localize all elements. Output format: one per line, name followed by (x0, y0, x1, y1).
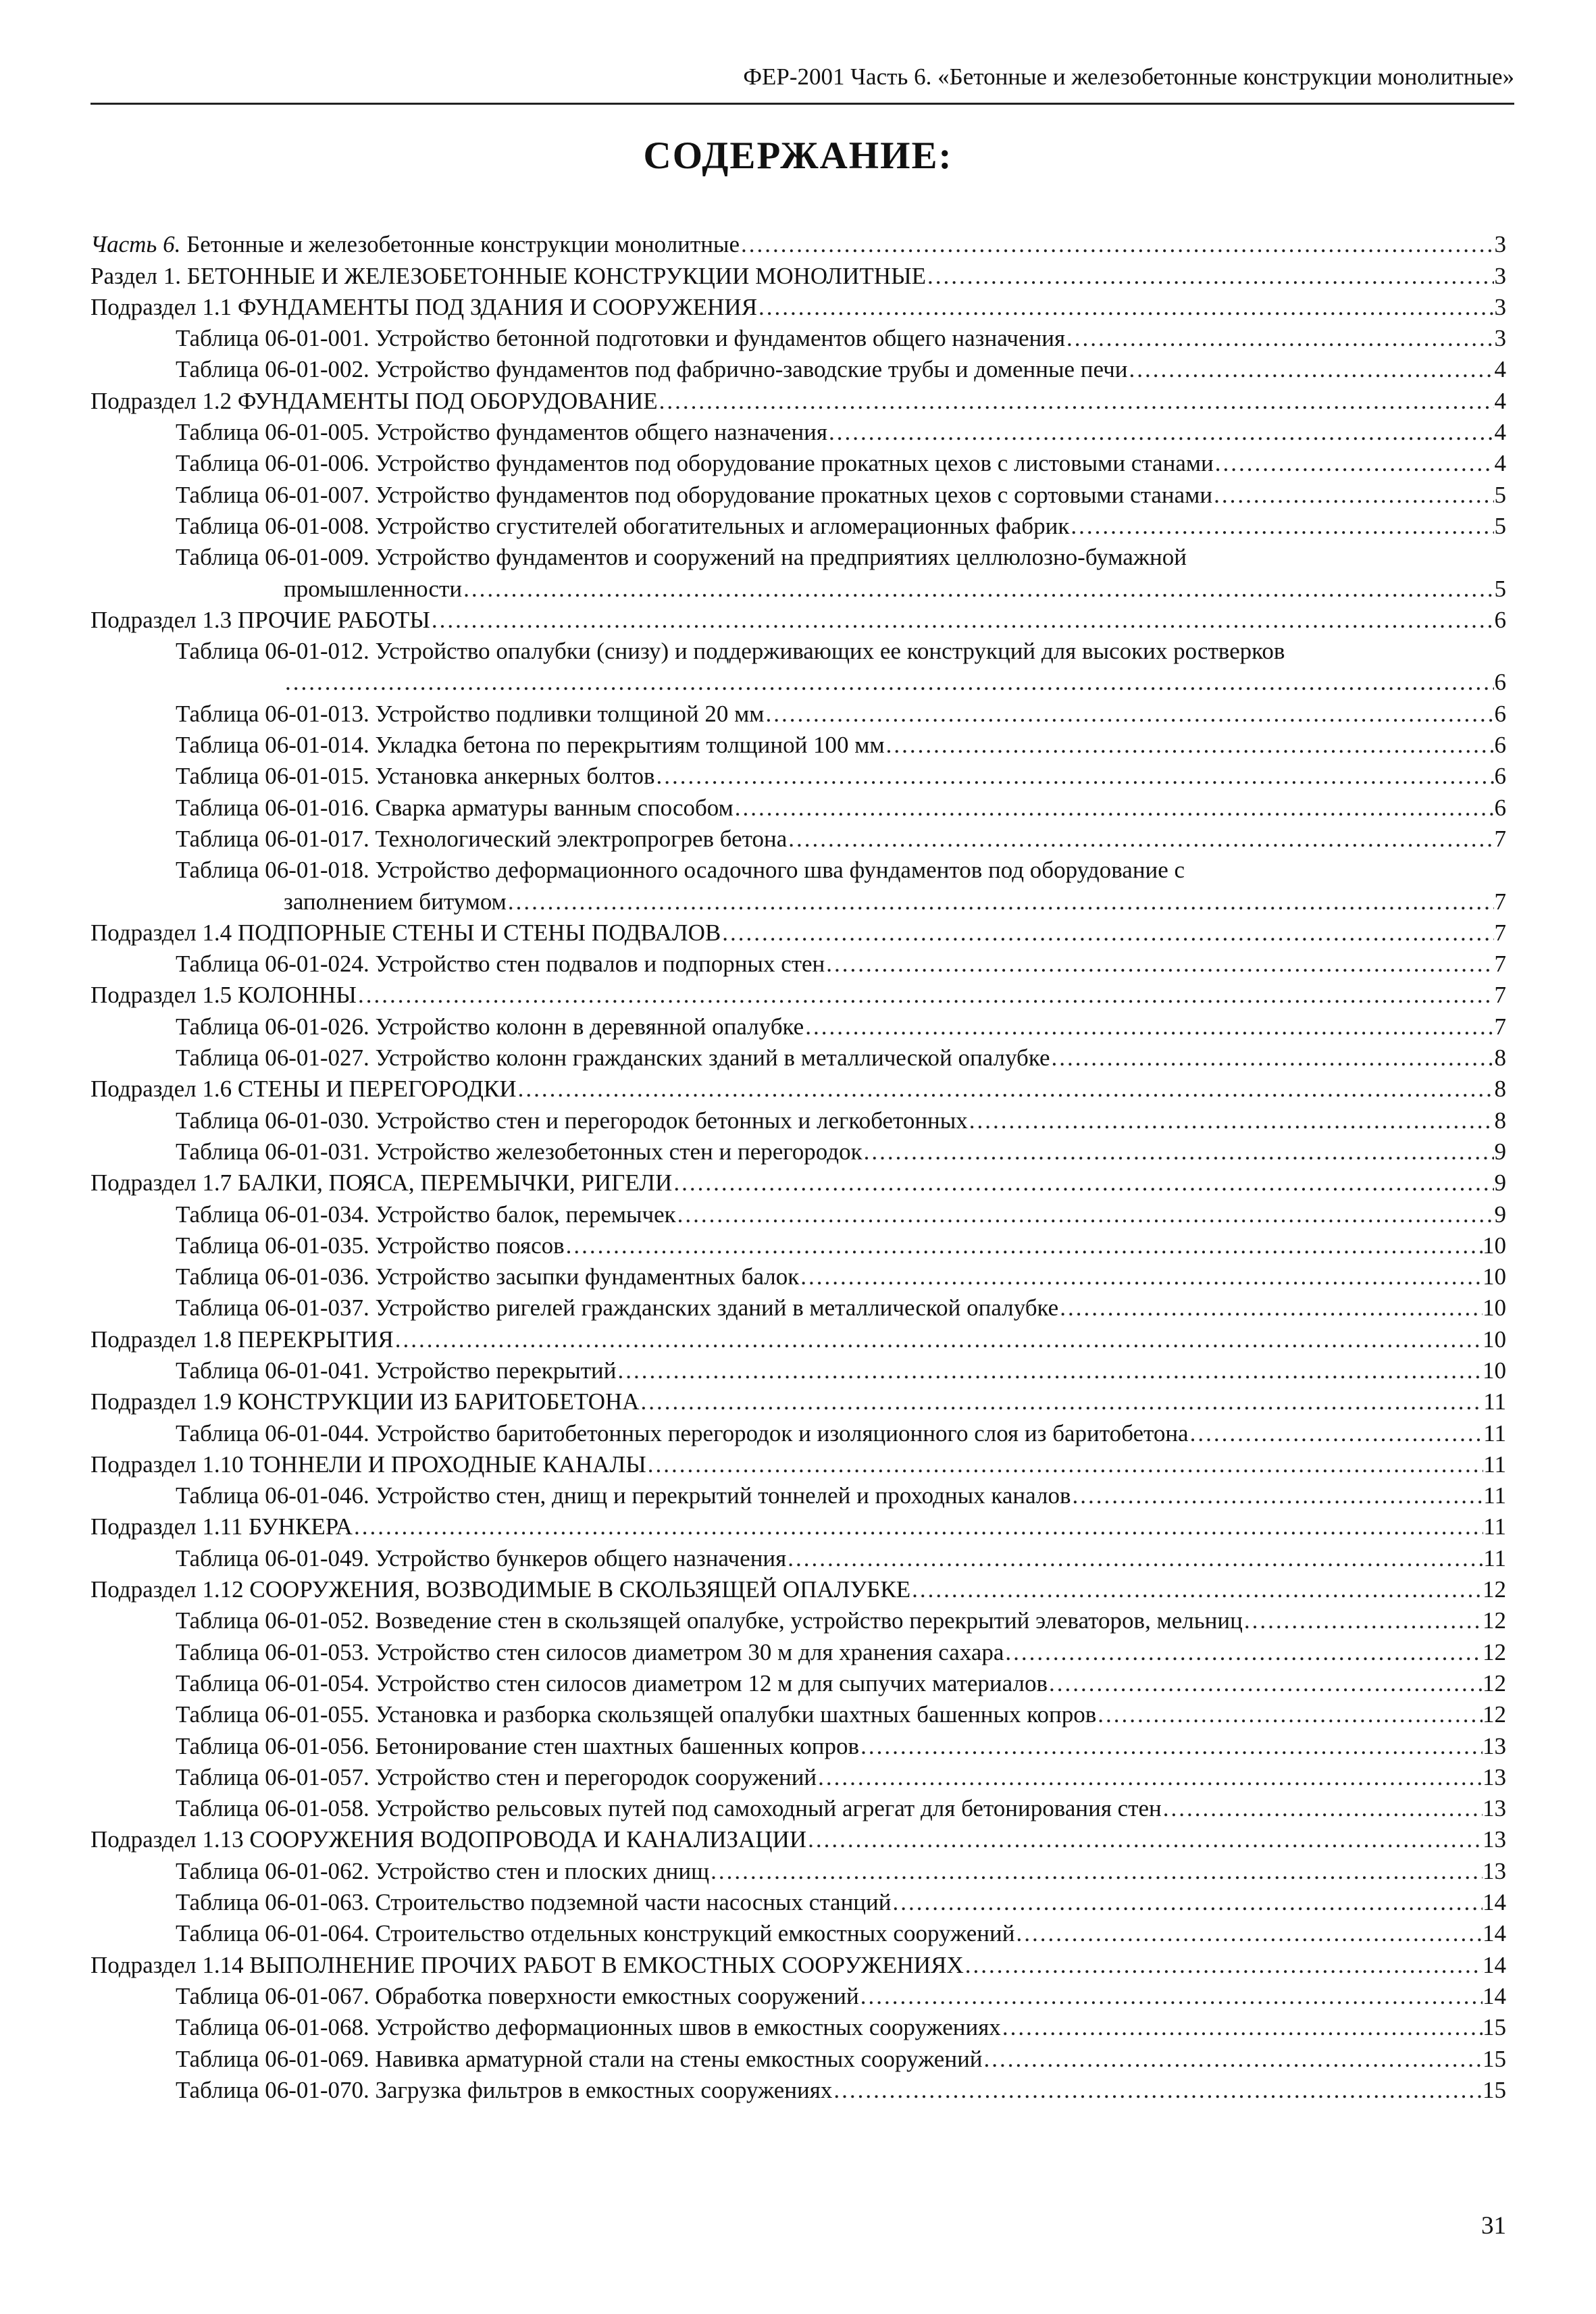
toc-entry-page: 9 (1494, 1138, 1506, 1165)
toc-leader-dots (733, 795, 1494, 822)
toc-leader-dots (507, 888, 1494, 915)
toc-leader-dots (827, 419, 1494, 446)
toc-entry-table[interactable] (91, 1540, 1506, 1571)
toc-entry-page: 6 (1494, 763, 1506, 790)
toc-entry-subsection[interactable] (91, 603, 1506, 634)
toc-entry-table[interactable] (91, 1478, 1506, 1509)
toc-leader-dots (799, 1263, 1483, 1290)
toc-leader-dots (764, 701, 1494, 728)
toc-entry-page: 11 (1483, 1513, 1506, 1540)
toc-entry-subsection[interactable] (91, 1165, 1506, 1197)
toc-entry-page: 7 (1494, 919, 1506, 946)
toc-leader-dots (1128, 356, 1494, 383)
toc-leader-dots (859, 1983, 1483, 2010)
toc-entry-table[interactable] (91, 1760, 1506, 1791)
toc-leader-dots (1058, 1294, 1483, 1322)
toc-leader-dots (983, 2046, 1483, 2073)
toc-entry-table[interactable] (91, 1979, 1506, 2010)
header-rule (91, 103, 1514, 105)
toc-entry-page: 15 (1483, 2045, 1506, 2072)
toc-entry-label: Таблица 06-01-030. Устройство стен и перегородок бетонных и легкобетонных (176, 1107, 968, 1134)
toc-entry-label: Таблица 06-01-056. Бетонирование стен шахтных башенных копров (176, 1732, 860, 1759)
toc-entry-label: Подраздел 1.3 ПРОЧИЕ РАБОТЫ (91, 606, 430, 633)
toc-entry-label: Таблица 06-01-053. Устройство стен силосов диаметром 30 м для хранения сахара (176, 1638, 1004, 1665)
toc-leader-dots (910, 1576, 1483, 1603)
toc-entry-label: Подраздел 1.12 СООРУЖЕНИЯ, ВОЗВОДИМЫЕ В СКОЛЬЗЯЩЕЙ ОПАЛУБКЕ (91, 1576, 911, 1603)
toc-entry-page: 10 (1483, 1232, 1506, 1259)
toc-entry-label: Таблица 06-01-055. Установка и разборка скользящей опалубки шахтных башенных копров (176, 1701, 1097, 1728)
toc-entry-page: 6 (1494, 606, 1506, 633)
toc-entry-label: Таблица 06-01-054. Устройство стен силосов диаметром 12 м для сыпучих материалов (176, 1669, 1048, 1696)
toc-entry-page: 11 (1483, 1451, 1506, 1478)
toc-leader-dots (1162, 1795, 1483, 1822)
toc-entry-table[interactable] (91, 477, 1506, 508)
toc-entry-label: Раздел 1. БЕТОННЫЕ И ЖЕЛЕЗОБЕТОННЫЕ КОНСТРУКЦИИ МОНОЛИТНЫЕ (91, 262, 926, 289)
toc-entry-table[interactable] (91, 321, 1506, 352)
toc-entry-table[interactable] (91, 1666, 1506, 1697)
toc-entry-page: 11 (1483, 1388, 1506, 1415)
toc-entry-subsection[interactable] (91, 1384, 1506, 1415)
toc-entry-label: Подраздел 1.7 БАЛКИ, ПОЯСА, ПЕРЕМЫЧКИ, РИГЕЛИ (91, 1169, 673, 1197)
toc-entry-label: Таблица 06-01-014. Укладка бетона по перекрытиям толщиной 100 мм (176, 732, 885, 759)
toc-leader-dots (1004, 1639, 1483, 1666)
toc-leader-dots (892, 1889, 1483, 1916)
toc-entry-label: Таблица 06-01-049. Устройство бункеров общего назначения (176, 1544, 787, 1571)
toc-leader-dots (617, 1357, 1483, 1384)
toc-entry-label: Таблица 06-01-062. Устройство стен и плоских днищ (176, 1857, 710, 1884)
toc-entry-table[interactable] (91, 1603, 1506, 1634)
toc-leader-dots (430, 607, 1494, 634)
toc-entry-label: Таблица 06-01-052. Возведение стен в скользящей опалубке, устройство перекрытий элеваторов, мельниц (176, 1607, 1243, 1634)
toc-entry-page: 8 (1494, 1107, 1506, 1134)
toc-entry-page: 5 (1494, 512, 1506, 539)
toc-leader-dots (1212, 482, 1494, 509)
toc-entry-subsection[interactable] (91, 1509, 1506, 1540)
toc-entry-page: 3 (1494, 293, 1506, 320)
toc-leader-dots (968, 1107, 1494, 1134)
toc-entry-label: Таблица 06-01-031. Устройство железобетонных стен и перегородок (176, 1138, 863, 1165)
toc-entry-page: 13 (1483, 1763, 1506, 1790)
toc-leader-dots (353, 1513, 1483, 1540)
toc-leader-dots (1214, 450, 1494, 477)
toc-entry-table[interactable] (91, 2010, 1506, 2041)
toc-entry-page: 11 (1483, 1544, 1506, 1571)
toc-leader-dots (1001, 2014, 1483, 2041)
toc-entry-subsection[interactable] (91, 1447, 1506, 1478)
toc-entry-label: Таблица 06-01-036. Устройство засыпки фундаментных балок (176, 1263, 800, 1290)
toc-leader-dots (757, 294, 1494, 321)
toc-entry-subsection[interactable] (91, 1822, 1506, 1853)
toc-leader-dots (357, 982, 1494, 1009)
toc-entry-label: Таблица 06-01-009. Устройство фундаментов и сооружений на предприятиях целлюлозно-бумажной (176, 544, 1187, 571)
toc-entry-table[interactable] (91, 1885, 1506, 1916)
toc-entry-label: Таблица 06-01-037. Устройство ригелей гражданских зданий в металлической опалубке (176, 1294, 1059, 1322)
toc-leader-dots (817, 1764, 1483, 1791)
toc-entry-label: Таблица 06-01-013. Устройство подливки толщиной 20 мм (176, 700, 765, 727)
toc-leader-dots (284, 669, 1494, 696)
toc-entry-table[interactable] (91, 1228, 1506, 1259)
toc-entry-table[interactable] (91, 1009, 1506, 1040)
toc-entry-label: Подраздел 1.4 ПОДПОРНЫЕ СТЕНЫ И СТЕНЫ ПОДВАЛОВ (91, 919, 721, 946)
toc-leader-dots (640, 1388, 1484, 1415)
toc-entry-page: 14 (1483, 1951, 1506, 1978)
toc-entry-page: 11 (1483, 1419, 1506, 1447)
toc-entry-label: Подраздел 1.14 ВЫПОЛНЕНИЕ ПРОЧИХ РАБОТ В ЕМКОСТНЫХ СООРУЖЕНИЯХ (91, 1951, 964, 1978)
toc-entry-label: Подраздел 1.10 ТОННЕЛИ И ПРОХОДНЫЕ КАНАЛЫ (91, 1451, 646, 1478)
toc-entry-label: Таблица 06-01-012. Устройство опалубки (снизу) и поддерживающих ее конструкций для высоких ростверков (176, 638, 1285, 665)
toc-entry-page: 10 (1483, 1357, 1506, 1384)
toc-entry-label: Таблица 06-01-017. Технологический электропрогрев бетона (176, 825, 788, 852)
toc-entry-page: 3 (1494, 262, 1506, 289)
toc-entry-page: 7 (1494, 888, 1506, 915)
toc-entry-page: 7 (1494, 982, 1506, 1009)
toc-entry-table[interactable] (91, 822, 1506, 853)
toc-entry-page: 13 (1483, 1732, 1506, 1759)
toc-leader-dots (1014, 1920, 1483, 1947)
toc-entry-table[interactable] (91, 1103, 1506, 1134)
toc-leader-dots (740, 231, 1494, 258)
toc-leader-dots (721, 920, 1494, 947)
page-title: СОДЕРЖАНИЕ: (643, 134, 953, 177)
toc-entry-label: Таблица 06-01-001. Устройство бетонной подготовки и фундаментов общего назначения (176, 325, 1066, 352)
toc-entry-page: 4 (1494, 450, 1506, 477)
toc-entry-page: 5 (1494, 481, 1506, 508)
toc-leader-dots (672, 1169, 1494, 1197)
toc-leader-dots (517, 1076, 1494, 1103)
toc-leader-dots (676, 1201, 1494, 1228)
toc-entry-label: Подраздел 1.5 КОЛОННЫ (91, 982, 357, 1009)
toc-entry-table[interactable] (91, 1040, 1506, 1072)
toc-leader-dots (1096, 1701, 1483, 1728)
toc-entry-page: 10 (1483, 1263, 1506, 1290)
toc-entry-label: Таблица 06-01-005. Устройство фундаментов общего назначения (176, 419, 828, 446)
toc-entry-subsection[interactable] (91, 1572, 1506, 1603)
toc-entry-label: Подраздел 1.2 ФУНДАМЕНТЫ ПОД ОБОРУДОВАНИЕ (91, 387, 658, 414)
toc-entry-section[interactable] (91, 258, 1506, 289)
toc-entry-table[interactable] (91, 415, 1506, 446)
toc-leader-dots (394, 1326, 1483, 1353)
toc-leader-dots (964, 1952, 1483, 1979)
toc-entry-subsection[interactable] (91, 1947, 1506, 1978)
toc-leader-dots (859, 1733, 1483, 1760)
toc-entry-page: 6 (1494, 700, 1506, 727)
toc-entry-label: Подраздел 1.13 СООРУЖЕНИЯ ВОДОПРОВОДА И КАНАЛИЗАЦИИ (91, 1826, 807, 1853)
toc-entry-label: Подраздел 1.8 ПЕРЕКРЫТИЯ (91, 1326, 394, 1353)
toc-leader-dots (863, 1138, 1494, 1165)
toc-leader-dots (786, 1545, 1483, 1572)
toc-entry-table[interactable] (91, 1415, 1506, 1447)
toc-leader-dots (1048, 1670, 1483, 1697)
toc-entry-subsection[interactable] (91, 1322, 1506, 1353)
toc-entry-page: 5 (1494, 575, 1506, 602)
toc-leader-dots (462, 576, 1494, 603)
toc-entry-page: 7 (1494, 951, 1506, 978)
toc-leader-dots (787, 826, 1494, 853)
toc-entry-table[interactable] (91, 853, 1506, 915)
toc-entry-page: 3 (1494, 231, 1506, 258)
toc-leader-dots (806, 1826, 1483, 1853)
toc-entry-label: Таблица 06-01-008. Устройство сгустителей обогатительных и агломерационных фабрик (176, 512, 1070, 539)
toc-entry-table[interactable] (91, 2041, 1506, 2072)
toc-entry-label: Таблица 06-01-063. Строительство подземной части насосных станций (176, 1889, 892, 1916)
toc-entry-label: Таблица 06-01-067. Обработка поверхности емкостных сооружений (176, 1982, 859, 2009)
toc-leader-dots (832, 2077, 1483, 2104)
toc-entry-label: Таблица 06-01-070. Загрузка фильтров в емкостных сооружениях (176, 2076, 833, 2103)
toc-entry-page: 9 (1494, 1201, 1506, 1228)
toc-entry-page: 12 (1483, 1638, 1506, 1665)
toc-entry-label: Таблица 06-01-024. Устройство стен подвалов и подпорных стен (176, 951, 825, 978)
toc-entry-table[interactable] (91, 947, 1506, 978)
toc-entry-subsection[interactable] (91, 290, 1506, 321)
toc-entry-page: 14 (1483, 1982, 1506, 2009)
toc-entry-table[interactable] (91, 1697, 1506, 1728)
toc-leader-dots (1069, 513, 1494, 540)
toc-entry-table[interactable] (91, 1634, 1506, 1665)
toc-entry-continuation: заполнением битумом (284, 888, 507, 915)
toc-entry-table[interactable] (91, 1353, 1506, 1384)
toc-entry-table[interactable] (91, 696, 1506, 727)
toc-entry-page: 12 (1483, 1607, 1506, 1634)
toc-leader-dots (885, 732, 1494, 759)
toc-entry-page: 11 (1483, 1482, 1506, 1509)
toc-entry-page: 15 (1483, 2076, 1506, 2103)
toc-entry-table[interactable] (91, 790, 1506, 821)
toc-entry-page: 8 (1494, 1076, 1506, 1103)
toc-entry-label: Таблица 06-01-007. Устройство фундаментов под оборудование прокатных цехов с сортовыми станами (176, 481, 1213, 508)
toc-entry-subsection[interactable] (91, 1072, 1506, 1103)
toc-leader-dots (1065, 325, 1494, 352)
toc-entry-page: 8 (1494, 1045, 1506, 1072)
toc-entry-table[interactable] (91, 2073, 1506, 2104)
toc-entry-page: 10 (1483, 1294, 1506, 1322)
toc-entry-subsection[interactable] (91, 383, 1506, 414)
toc-entry-table[interactable] (91, 1791, 1506, 1822)
toc-entry-page: 4 (1494, 419, 1506, 446)
toc-entry-label: Подраздел 1.11 БУНКЕРА (91, 1513, 353, 1540)
toc-entry-page: 14 (1483, 1920, 1506, 1947)
toc-entry-table[interactable] (91, 1728, 1506, 1759)
toc-entry-label: Таблица 06-01-035. Устройство поясов (176, 1232, 565, 1259)
toc-entry-page: 14 (1483, 1889, 1506, 1916)
toc-entry-subsection[interactable] (91, 915, 1506, 947)
toc-entry-table[interactable] (91, 509, 1506, 540)
toc-entry-page: 6 (1494, 732, 1506, 759)
toc-entry-page: 12 (1483, 1701, 1506, 1728)
toc-entry-page: 12 (1483, 1669, 1506, 1696)
toc-entry-page: 7 (1494, 1013, 1506, 1040)
toc-entry-page: 15 (1483, 2014, 1506, 2041)
toc-entry-label: Таблица 06-01-026. Устройство колонн в деревянной опалубке (176, 1013, 804, 1040)
toc-leader-dots (658, 388, 1494, 415)
toc-leader-dots (825, 951, 1494, 978)
toc-leader-dots (646, 1451, 1484, 1478)
toc-leader-dots (1050, 1045, 1494, 1072)
toc-entry-label: Таблица 06-01-034. Устройство балок, перемычек (176, 1201, 676, 1228)
toc-entry-table[interactable] (91, 1134, 1506, 1165)
toc-entry-label: Таблица 06-01-044. Устройство баритобетонных перегородок и изоляционного слоя из баритобетона (176, 1419, 1189, 1447)
toc-entry-page: 4 (1494, 387, 1506, 414)
toc-entry-page: 13 (1483, 1857, 1506, 1884)
toc-entry-label: Таблица 06-01-041. Устройство перекрытий (176, 1357, 617, 1384)
toc-entry-page: 4 (1494, 356, 1506, 383)
toc-leader-dots (1071, 1482, 1484, 1509)
toc-leader-dots (1189, 1420, 1484, 1447)
toc-entry-label: Таблица 06-01-057. Устройство стен и перегородок сооружений (176, 1763, 817, 1790)
toc-entry-table[interactable] (91, 759, 1506, 790)
toc-entry-label: Таблица 06-01-018. Устройство деформационного осадочного шва фундаментов под оборудование с (176, 857, 1185, 884)
toc-entry-page: 3 (1494, 325, 1506, 352)
table-of-contents (91, 227, 1506, 2104)
toc-entry-table[interactable] (91, 728, 1506, 759)
toc-leader-dots (565, 1232, 1483, 1259)
toc-entry-table[interactable] (91, 1916, 1506, 1947)
running-header: ФЕР-2001 Часть 6. «Бетонные и железобетонные конструкции монолитные» (743, 64, 1514, 90)
toc-entry-table[interactable] (91, 634, 1506, 697)
toc-entry-label: Таблица 06-01-064. Строительство отдельных конструкций емкостных сооружений (176, 1920, 1015, 1947)
toc-entry-label: Таблица 06-01-058. Устройство рельсовых путей под самоходный агрегат для бетонирования стен (176, 1795, 1162, 1822)
toc-entry-label: Таблица 06-01-002. Устройство фундаментов под фабрично-заводские трубы и доменные печи (176, 356, 1128, 383)
toc-leader-dots (926, 263, 1494, 290)
toc-entry-prefix: Часть 6. (91, 231, 181, 258)
toc-entry-label: Подраздел 1.1 ФУНДАМЕНТЫ ПОД ЗДАНИЯ И СООРУЖЕНИЯ (91, 293, 758, 320)
toc-leader-dots (804, 1013, 1494, 1040)
toc-leader-dots (709, 1858, 1483, 1885)
toc-leader-dots (1243, 1607, 1483, 1634)
toc-entry-table[interactable] (91, 540, 1506, 603)
toc-entry-label: Таблица 06-01-027. Устройство колонн гражданских зданий в металлической опалубке (176, 1045, 1050, 1072)
toc-entry-label: Подраздел 1.6 СТЕНЫ И ПЕРЕГОРОДКИ (91, 1076, 517, 1103)
toc-entry-table[interactable] (91, 1290, 1506, 1322)
toc-entry-continuation: промышленности (284, 575, 463, 602)
toc-entry-label: Таблица 06-01-015. Установка анкерных болтов (176, 763, 655, 790)
toc-entry-page: 13 (1483, 1826, 1506, 1853)
toc-entry-page: 9 (1494, 1169, 1506, 1197)
toc-entry-label: Подраздел 1.9 КОНСТРУКЦИИ ИЗ БАРИТОБЕТОНА (91, 1388, 640, 1415)
toc-entry-page: 6 (1494, 794, 1506, 821)
toc-leader-dots (655, 763, 1495, 790)
toc-entry-label: Таблица 06-01-046. Устройство стен, днищ и перекрытий тоннелей и проходных каналов (176, 1482, 1071, 1509)
toc-entry-table[interactable] (91, 1853, 1506, 1884)
toc-entry-subsection[interactable] (91, 978, 1506, 1009)
toc-entry-table[interactable] (91, 1197, 1506, 1228)
toc-entry-label: Таблица 06-01-006. Устройство фундаментов под оборудование прокатных цехов с листовыми станами (176, 450, 1214, 477)
toc-entry-label: Часть 6. Бетонные и железобетонные конструкции монолитные (91, 231, 740, 258)
toc-entry-table[interactable] (91, 352, 1506, 383)
toc-entry-page: 12 (1483, 1576, 1506, 1603)
toc-entry-table[interactable] (91, 1259, 1506, 1290)
toc-entry-page: 7 (1494, 825, 1506, 852)
toc-entry-part[interactable] (91, 227, 1506, 258)
toc-entry-page: 13 (1483, 1795, 1506, 1822)
toc-entry-label: Таблица 06-01-068. Устройство деформационных швов в емкостных сооружениях (176, 2014, 1001, 2041)
toc-entry-table[interactable] (91, 446, 1506, 477)
toc-entry-page: 6 (1494, 669, 1506, 696)
toc-entry-page: 10 (1483, 1326, 1506, 1353)
page-number: 31 (1481, 2212, 1506, 2240)
toc-entry-label: Таблица 06-01-069. Навивка арматурной стали на стены емкостных сооружений (176, 2045, 983, 2072)
toc-entry-label: Таблица 06-01-016. Сварка арматуры ванным способом (176, 794, 733, 821)
